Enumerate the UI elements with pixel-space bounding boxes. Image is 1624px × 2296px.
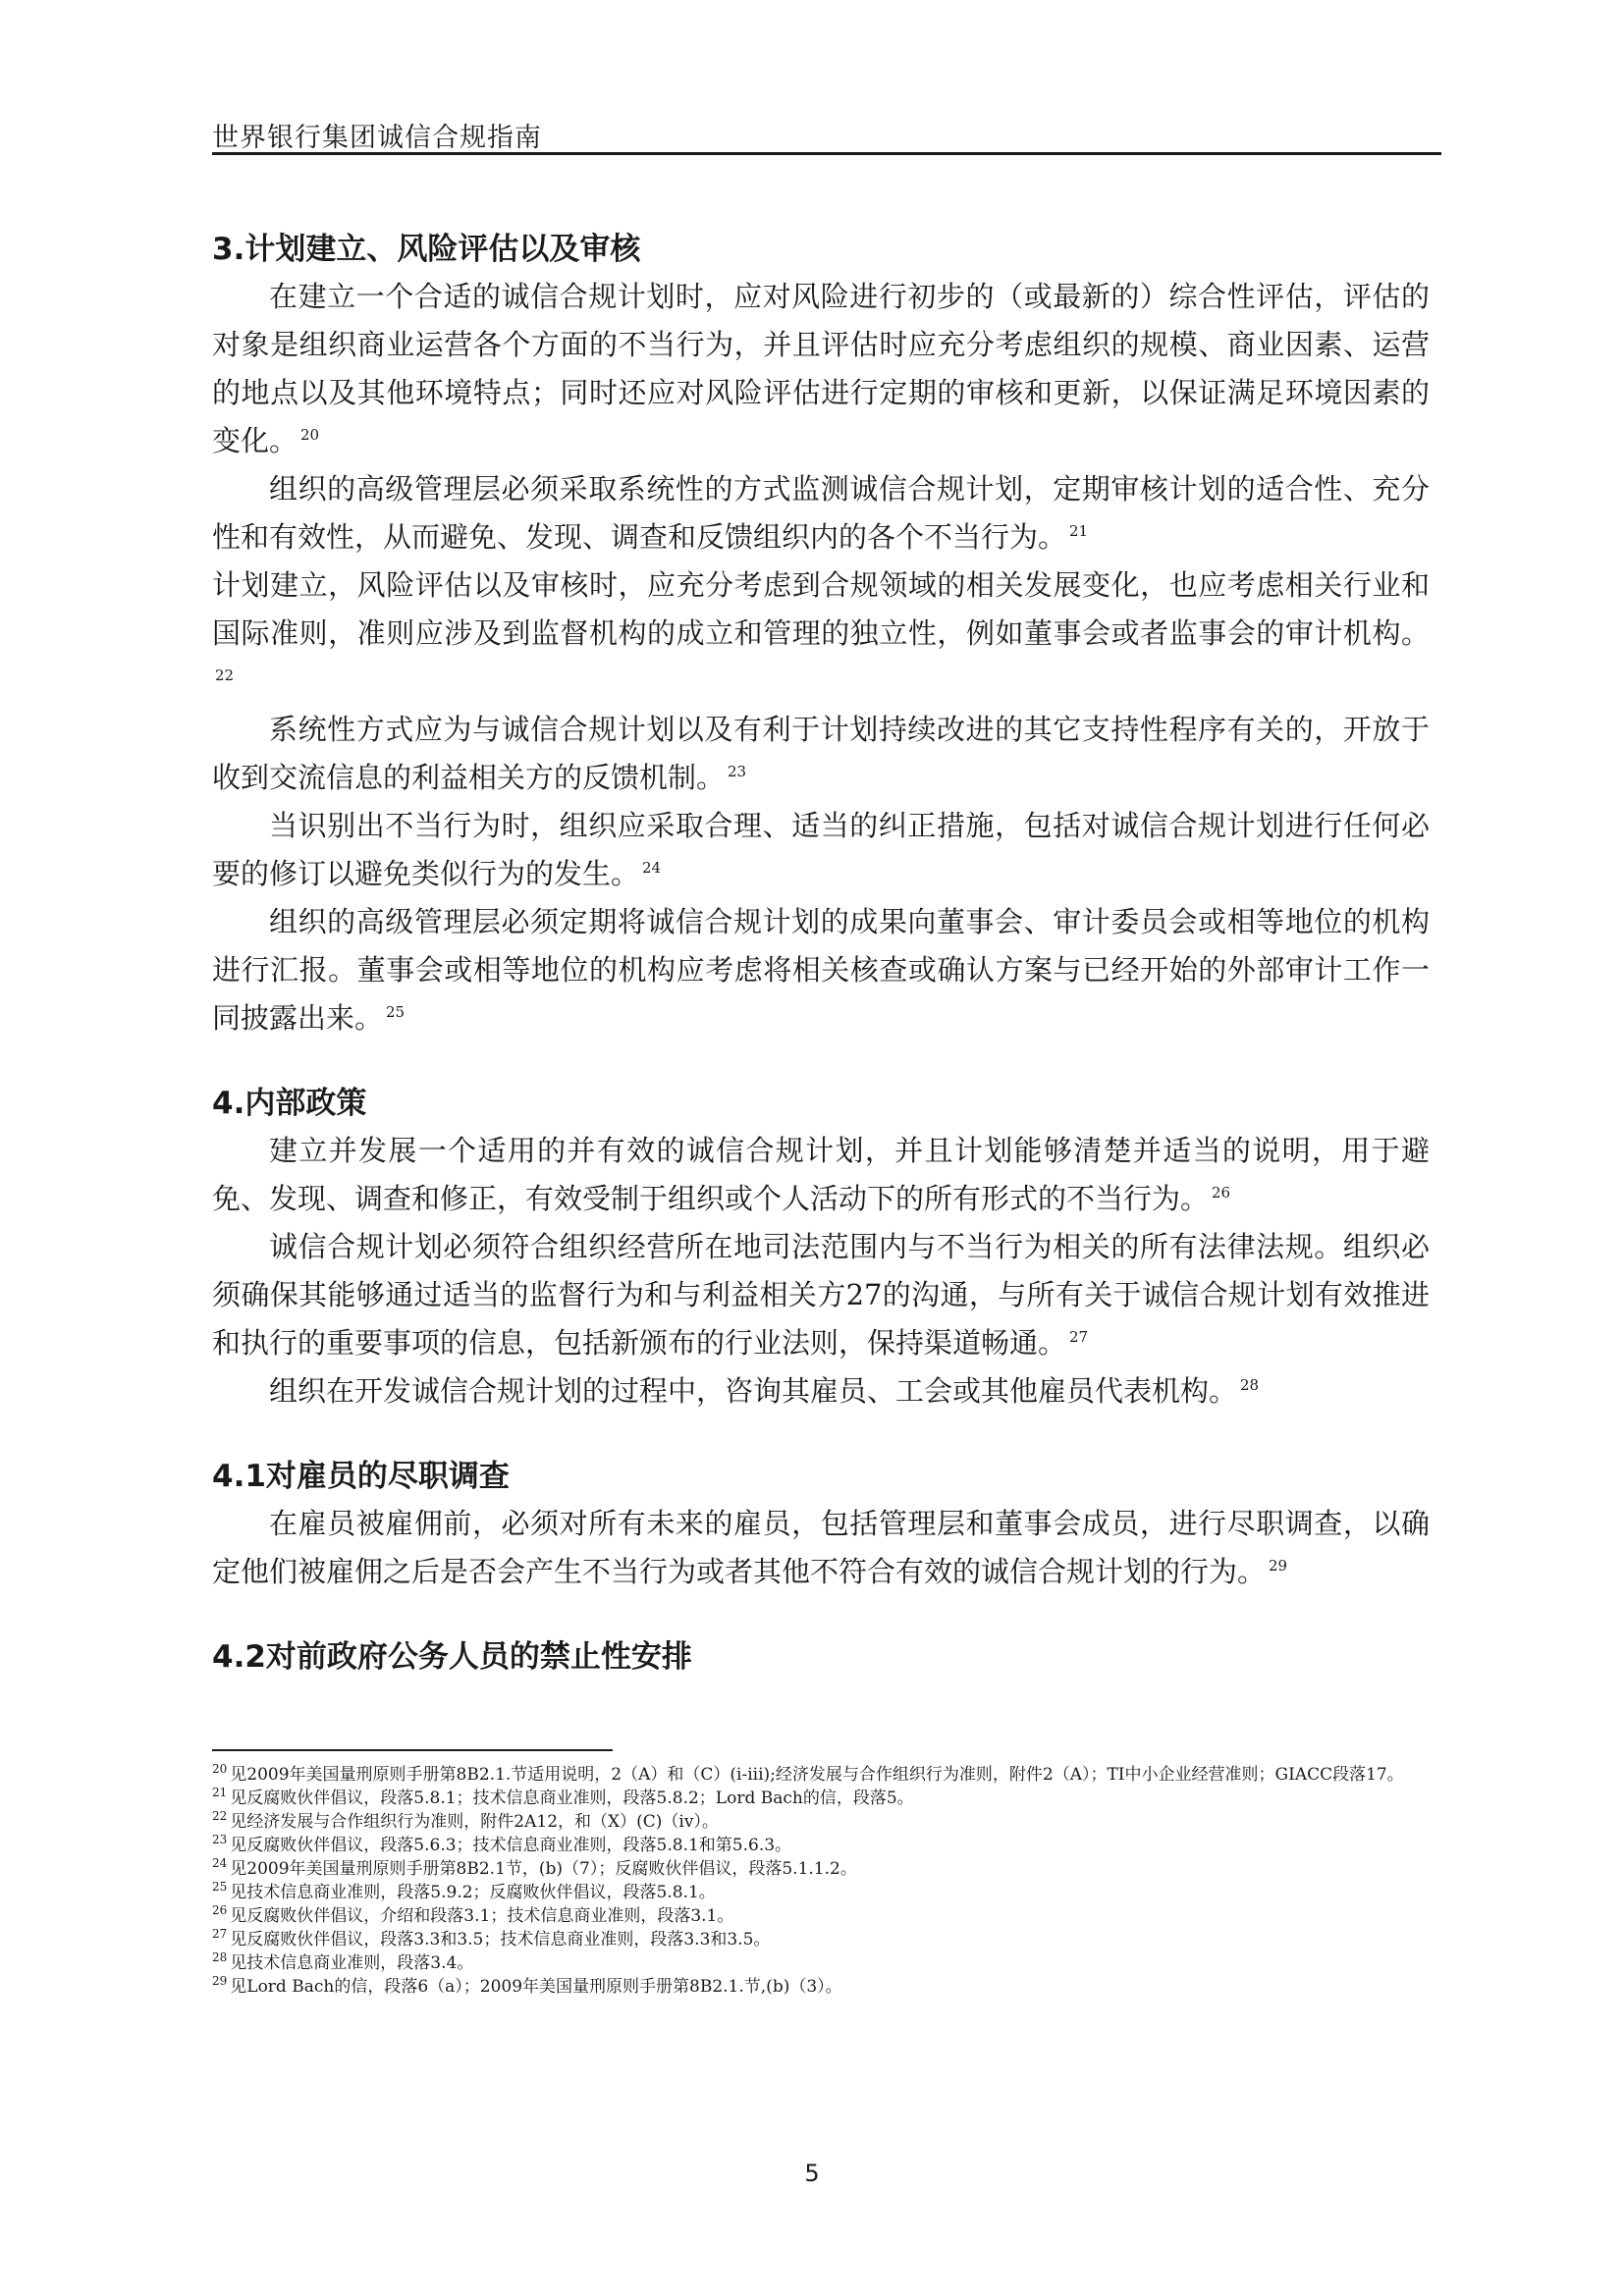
section-heading: 4.内部政策: [212, 1086, 367, 1121]
footnote: [212, 1951, 1430, 1975]
paragraph: [212, 465, 1430, 561]
header-rule: [212, 152, 1441, 155]
paragraph: [212, 561, 1430, 706]
footnote-text: 见技术信息商业准则，段落5.9.2；反腐败伙伴倡议，段落5.8.1。: [230, 1883, 716, 1902]
footnote-number: 22: [212, 1809, 228, 1824]
footnote-text: 见反腐败伙伴倡议，段落3.3和3.5；技术信息商业准则，段落3.3和3.5。: [230, 1930, 771, 1949]
footnote: [212, 1928, 1430, 1951]
footnote-number: 23: [212, 1833, 228, 1847]
footnote-ref: 22: [215, 667, 235, 685]
footnote-number: 20: [212, 1762, 228, 1777]
footnote-text: 见反腐败伙伴倡议，介绍和段落3.1；技术信息商业准则，段落3.1。: [230, 1906, 734, 1926]
footnote-number: 24: [212, 1856, 228, 1871]
paragraph: [212, 706, 1430, 802]
footnote-ref: 26: [1212, 1184, 1231, 1202]
section-4-1: [212, 1455, 1430, 1596]
footnote-number: 29: [212, 1974, 228, 1989]
footnote-text: 见经济发展与合作组织行为准则，附件2A12，和（X）(C)（iv）。: [230, 1812, 719, 1832]
footnote: [212, 1787, 1430, 1810]
footnote-number: 27: [212, 1927, 228, 1942]
footnote-text: 见反腐败伙伴倡议，段落5.8.1；技术信息商业准则，段落5.8.2；Lord Bach的信，段落5。: [230, 1789, 914, 1808]
footnote: [212, 1904, 1430, 1928]
section-heading: 3.计划建立、风险评估以及审核: [212, 232, 641, 267]
footnote-text: 见技术信息商业准则，段落3.4。: [230, 1953, 474, 1973]
footnote-ref: 29: [1269, 1557, 1288, 1575]
footnote-text: 见Lord Bach的信，段落6（a）；2009年美国量刑原则手册第8B2.1.节,(b)（3）。: [230, 1977, 842, 1997]
footnote: [212, 1857, 1430, 1881]
footnote-text: 见2009年美国量刑原则手册第8B2.1.节适用说明，2（A）和（C）(i-iii);经济发展与合作组织行为准则，附件2（A）；TI中小企业经营准则；GIACC段落17。: [230, 1765, 1404, 1785]
paragraph-text: 组织在开发诚信合规计划的过程中，咨询其雇员、工会或其他雇员代表机构。: [269, 1374, 1238, 1408]
footnote: [212, 1810, 1430, 1834]
main-content: [212, 228, 1430, 1718]
footnote-text: 见2009年美国量刑原则手册第8B2.1节，(b)（7）；反腐败伙伴倡议，段落5.1.1.2。: [230, 1859, 857, 1879]
footnote-ref: 24: [642, 859, 662, 878]
paragraph: [212, 273, 1430, 465]
paragraph: [212, 1127, 1430, 1223]
footnote-number: 26: [212, 1903, 228, 1918]
paragraph-text: 组织的高级管理层必须采取系统性的方式监测诚信合规计划，定期审核计划的适合性、充分性和有效性，从而避免、发现、调查和反馈组织内的各个不当行为。: [212, 472, 1430, 554]
paragraph-text: 建立并发展一个适用的并有效的诚信合规计划，并且计划能够清楚并适当的说明，用于避免、发现、调查和修正，有效受制于组织或个人活动下的所有形式的不当行为。: [212, 1134, 1430, 1215]
paragraph-text: 诚信合规计划必须符合组织经营所在地司法范围内与不当行为相关的所有法律法规。组织必须确保其能够通过适当的监督行为和与利益相关方27的沟通，与所有关于诚信合规计划有效推进和执行的重要事项的信息，包括新颁布的行业法则，保持渠道畅通。: [212, 1230, 1430, 1360]
paragraph-text: 计划建立，风险评估以及审核时，应充分考虑到合规领域的相关发展变化，也应考虑相关行业和国际准则，准则应涉及到监督机构的成立和管理的独立性，例如董事会或者监事会的审计机构。: [212, 568, 1430, 650]
footnote-ref: 25: [386, 1003, 406, 1022]
footnote-rule: [212, 1749, 613, 1751]
paragraph: [212, 898, 1430, 1042]
paragraph-text: 当识别出不当行为时，组织应采取合理、适当的纠正措施，包括对诚信合规计划进行任何必要的修订以避免类似行为的发生。: [212, 809, 1430, 890]
paragraph-text: 在建立一个合适的诚信合规计划时，应对风险进行初步的（或最新的）综合性评估，评估的对象是组织商业运营各个方面的不当行为，并且评估时应充分考虑组织的规模、商业因素、运营的地点以及其他环境特点；同时还应对风险评估进行定期的审核和更新，以保证满足环境因素的变化。: [212, 280, 1430, 457]
footnote-ref: 28: [1240, 1376, 1260, 1395]
paragraph: [212, 1223, 1430, 1367]
footnote: [212, 1881, 1430, 1904]
footnote-ref: 27: [1069, 1328, 1089, 1347]
section-3: [212, 228, 1430, 1042]
footnote-ref: 20: [300, 426, 320, 445]
paragraph-text: 组织的高级管理层必须定期将诚信合规计划的成果向董事会、审计委员会或相等地位的机构进行汇报。董事会或相等地位的机构应考虑将相关核查或确认方案与已经开始的外部审计工作一同披露出来。: [212, 905, 1430, 1035]
paragraph-text: 系统性方式应为与诚信合规计划以及有利于计划持续改进的其它支持性程序有关的，开放于收到交流信息的利益相关方的反馈机制。: [212, 713, 1430, 794]
section-heading: 4.2对前政府公务人员的禁止性安排: [212, 1639, 692, 1675]
footnote-number: 28: [212, 1950, 228, 1965]
paragraph: [212, 1500, 1430, 1596]
section-4: [212, 1082, 1430, 1415]
footnote: [212, 1834, 1430, 1857]
footnote: [212, 1975, 1430, 1999]
footnotes: [212, 1763, 1430, 1999]
paragraph-text: 在雇员被雇佣前，必须对所有未来的雇员，包括管理层和董事会成员，进行尽职调查，以确定他们被雇佣之后是否会产生不当行为或者其他不符合有效的诚信合规计划的行为。: [212, 1507, 1430, 1588]
paragraph: [212, 802, 1430, 898]
section-heading: 4.1对雇员的尽职调查: [212, 1459, 510, 1494]
footnote: [212, 1763, 1430, 1787]
footnote-text: 见反腐败伙伴倡议，段落5.6.3；技术信息商业准则，段落5.8.1和第5.6.3。: [230, 1836, 792, 1855]
footnote-ref: 21: [1069, 522, 1089, 541]
paragraph: [212, 1367, 1430, 1415]
page-number: 5: [804, 2160, 820, 2187]
running-header: 世界银行集团诚信合规指南: [212, 123, 542, 153]
footnote-ref: 23: [728, 763, 747, 781]
footnote-number: 21: [212, 1786, 228, 1800]
footnote-number: 25: [212, 1880, 228, 1895]
section-4-2: [212, 1635, 1430, 1679]
